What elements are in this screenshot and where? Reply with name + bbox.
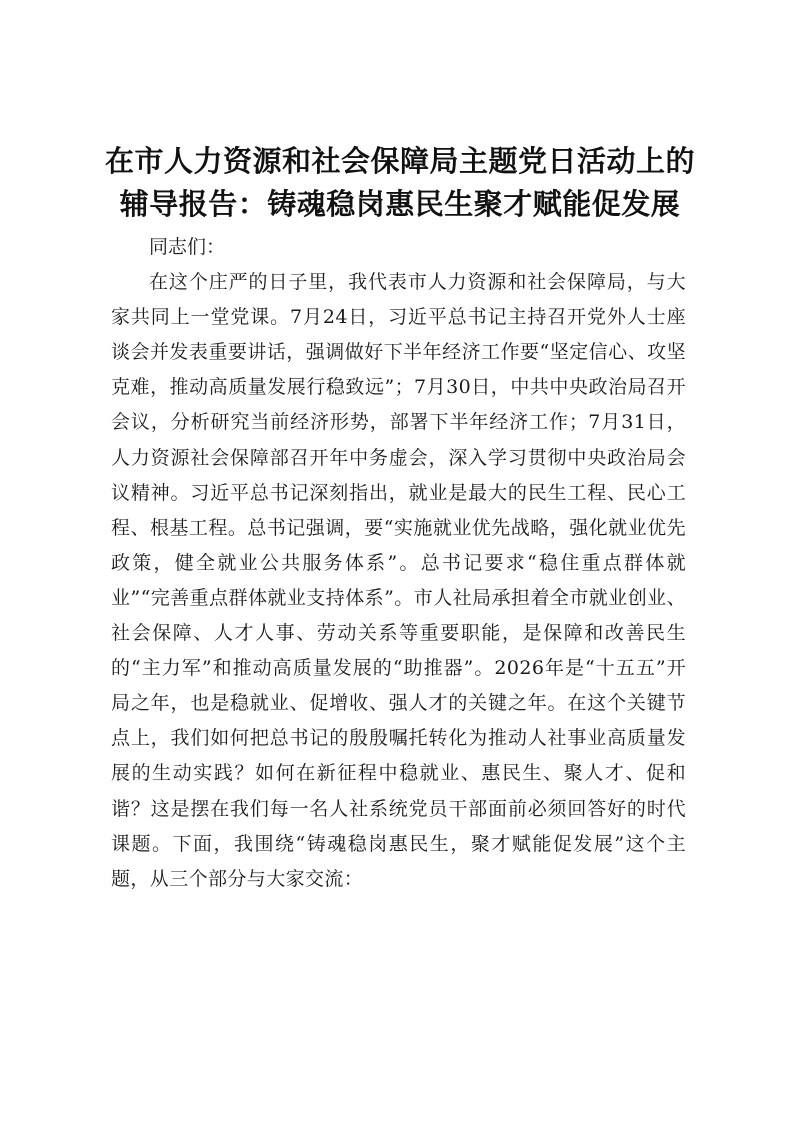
salutation: 同志们： [149,236,226,258]
body-paragraph: 在这个庄严的日子里，我代表市人力资源和社会保障局，与大家共同上一堂党课。7月24日，习近平总书记主持召开党外人士座谈会并发表重要讲话，强调做好下半年经济工作要“坚定信心、攻坚克难，推动高质量发展行稳致远”；7月30日，中共中央政治局召开会议，分析研究当前经济形势，部署下半年经济工作；7月31日，人力资源社会保障部召开年中务虚会，深入学习贯彻中央政治局会议精神。习近平总书记深刻指出，就业是最大的民生工程、民心工程、根基工程。总书记强调，要“实施就业优先战略，强化就业优先政策，健全就业公共服务体系”。总书记要求“稳住重点群体就业”“完善重点群体就业支持体系”。市人社局承担着全市就业创业、社会保障、人才人事、劳动关系等重要职能，是保障和改善民生的“主力军”和推动高质量发展的“助推器”。2026年是“十五五”开局之年，也是稳就业、促增收、强人才的关键之年。在这个关键节点上，我们如何把总书记的殷殷嘱托转化为推动人社事业高质量发展的生动实践？如何在新征程中稳就业、惠民生、聚人才、促和谐？这是摆在我们每一名人社系统党员干部面前必须回答好的时代课题。下面，我围绕“铸魂稳岗惠民生，聚才赋能促发展”这个主题，从三个部分与大家交流： [111,271,686,890]
title-line-1: 在市人力资源和社会保障局主题党日活动上的 [104,144,695,178]
title-line-2: 辅导报告：铸魂稳岗惠民生聚才赋能促发展 [119,187,681,221]
document-body [111,230,686,897]
document-title [100,140,700,226]
